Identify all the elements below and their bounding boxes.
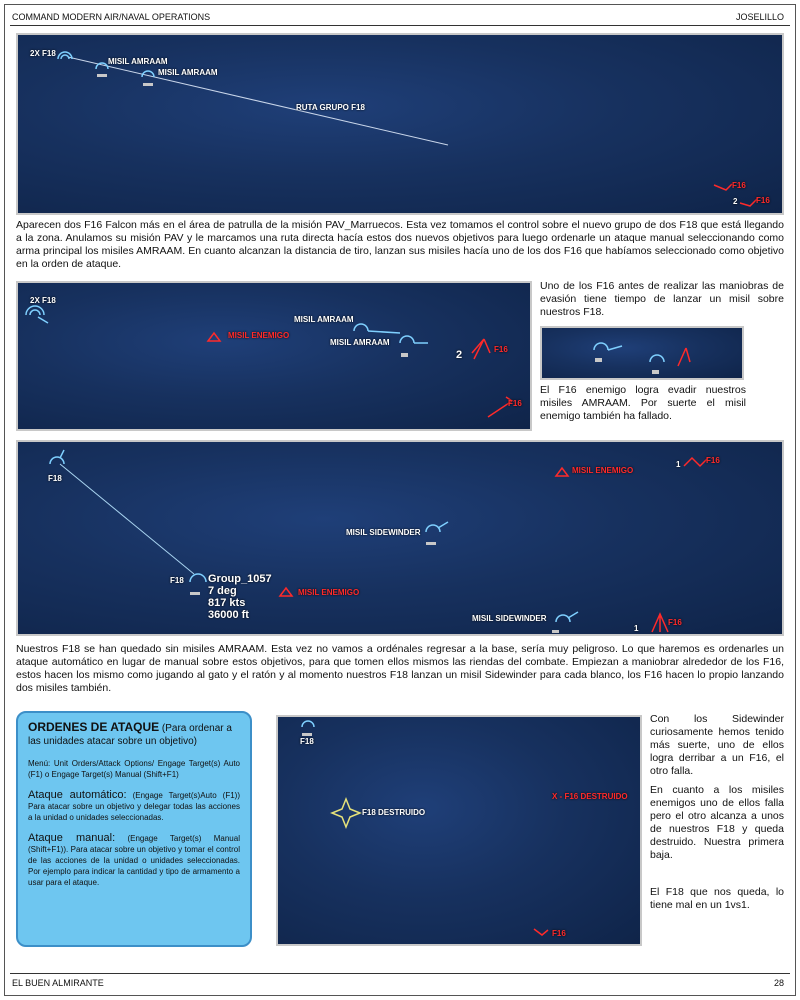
map1-amraam-1-label: MISIL AMRAAM [108, 57, 168, 66]
map2-f16-1-label: F16 [494, 345, 508, 354]
box-manual-body: (Engage Target(s) Manual (Shift+F1)). Para atacar sobre un objetivo y tomar el control de las acciones de la unidad o unidades seleccionadas. Por ejemplo para indicar la cantidad y tipo de armamento a usar para el ataque. [28, 834, 240, 887]
enemy-missile-icon [208, 333, 220, 341]
amraam-1-icon [354, 324, 368, 331]
map-3 [16, 440, 784, 636]
map2-enemy-missile-label: MISIL ENEMIGO [228, 331, 290, 340]
amraam-2-marker [143, 83, 153, 86]
box-auto [28, 790, 240, 823]
box-auto-head: Ataque automático: [28, 789, 127, 801]
f18-group-icon [190, 574, 206, 582]
box-title-main: ORDENES DE ATAQUE [28, 720, 160, 734]
amraam-icon [650, 355, 664, 362]
map1-f16-2-label: F16 [756, 196, 770, 205]
box-manual-head: Ataque manual: [28, 832, 116, 844]
map-4 [276, 715, 642, 946]
header-divider [10, 25, 790, 26]
f18-marker [302, 733, 312, 736]
box-title-rest: (Para ordenar a las unidades atacar sobre un objetivo) [28, 723, 232, 747]
header-author: JOSELILLO [735, 12, 784, 22]
sidewinder-2-marker [552, 630, 559, 633]
box-title [28, 721, 240, 748]
box-auto-body: (Engage Target(s)Auto (F1)) Para atacar sobre un objetivo y delegar todas las acciones a la unidad o unidades seleccionadas. [28, 791, 240, 822]
map3-sidewinder-1-label: MISIL SIDEWINDER [346, 528, 421, 537]
map-3-graphics [18, 442, 784, 636]
f16-1-icon [472, 339, 490, 359]
map1-group-label: 2X F18 [30, 49, 56, 58]
map1-f16-count: 2 [733, 197, 738, 206]
map-1 [16, 33, 784, 215]
enemy-missile-2-icon [280, 588, 292, 596]
sidewinder-1-icon [426, 525, 440, 532]
attack-orders-box [16, 711, 252, 947]
map3-info-heading: 7 deg [208, 585, 237, 597]
map1-route-label: RUTA GRUPO F18 [296, 103, 365, 112]
f18-marker [190, 592, 200, 595]
map3-f16-count-1: 1 [676, 460, 681, 469]
map2-f16-count: 2 [456, 349, 463, 361]
f16-icon [534, 929, 548, 935]
map2-f16-2-label: F16 [508, 399, 522, 408]
paragraph-7: El F18 que nos queda, lo tiene mal en un 1vs1. [650, 886, 784, 911]
enemy-missile-1-icon [556, 468, 568, 476]
f18-icon [50, 457, 64, 464]
map3-info-block [208, 573, 272, 621]
footer-title: EL BUEN ALMIRANTE [12, 978, 104, 988]
map2-amraam-1-label: MISIL AMRAAM [294, 315, 354, 324]
paragraph-3: El F16 enemigo logra evadir nuestros misiles AMRAAM. Por suerte el misil enemigo también ha fallado. [540, 384, 746, 422]
map-4-graphics [278, 717, 642, 946]
header-title: COMMAND MODERN AIR/NAVAL OPERATIONS [12, 12, 211, 22]
marker [595, 358, 602, 362]
box-menu: Menú: Unit Orders/Attack Options/ Engage Target(s) Auto (F1) o Engage Target(s) Manual (Shift+F1) [28, 759, 240, 779]
f16-1-icon [684, 458, 708, 466]
map-2b-graphics [542, 328, 744, 380]
paragraph-2: Uno de los F16 antes de realizar las maniobras de evasión tiene tiempo de lanzar un misil sobre nuestros F18. [540, 280, 784, 318]
f18-icon [302, 721, 314, 727]
map3-sidewinder-2-label: MISIL SIDEWINDER [472, 614, 547, 623]
map3-f16-1-label: F16 [706, 456, 720, 465]
map-2-graphics [18, 283, 532, 431]
paragraph-1: Aparecen dos F16 Falcon más en el área de patrulla de la misión PAV_Marruecos. Esta vez tomamos el control sobre el nuevo grupo de dos F18 que está llegando a la zona. Anulamos su misión PAV y le marcamos una ruta directa hacía estos dos nuevos objetivos para luego ordenarle un ataque manual seleccionando como arma principal los misiles AMRAAM. En cuanto alcanzan la distancia de tiro, lanzan sus misiles hacía uno de los dos F16 que habíamos seleccionado como objetivo en la orden de ataque. [16, 219, 784, 270]
sidewinder-2-icon [556, 615, 570, 622]
map1-amraam-2-label: MISIL AMRAAM [158, 68, 218, 77]
map3-f16-count-2: 1 [634, 624, 639, 633]
map3-info-altitude: 36000 ft [208, 609, 249, 621]
map4-f18-destroyed-label: F18 DESTRUIDO [362, 808, 426, 817]
map3-info-speed: 817 kts [208, 597, 246, 609]
amraam-2-marker [401, 353, 408, 357]
f16-icon [678, 348, 690, 366]
track-line [60, 464, 194, 574]
map3-enemy-missile-1-label: MISIL ENEMIGO [572, 466, 634, 475]
paragraph-4: Nuestros F18 se han quedado sin misiles AMRAAM. Esta vez no vamos a ordénales regresar a la base, sería muy peligroso. Lo que haremos es ordenarles un ataque automático en lugar de manual sobre estos objetivos, para que tomen ellos mismos las riendas del combate. Empiezan a maniobrar alrededor de los F16, estos hacen los mismo como jugando al gato y el ratón y al momento nuestros F18 lanzan un misil Sidewinder para cada blanco, los F16 hacen lo propio lanzando dos misiles también. [16, 643, 784, 694]
route-line-icon [68, 57, 448, 145]
f16-1-icon [714, 184, 732, 190]
f16-2-icon [652, 614, 668, 632]
box-manual [28, 833, 240, 888]
amraam-icon [594, 343, 608, 350]
map1-f16-1-label: F16 [732, 181, 746, 190]
map2-amraam-2-label: MISIL AMRAAM [330, 338, 390, 347]
map4-f16-destroyed-label: X - F16 DESTRUIDO [552, 792, 628, 801]
marker [652, 370, 659, 374]
map4-f16-label: F16 [552, 929, 566, 938]
map-2b [540, 326, 744, 380]
map2-group-label: 2X F18 [30, 296, 56, 305]
amraam-1-marker [97, 74, 107, 77]
footer-divider [10, 973, 790, 974]
paragraph-6: En cuanto a los misiles enemigos uno de ellos falla pero el otro alcanza a unos de nuestros F18 y queda destruido. Nuestra primera baja. [650, 784, 784, 861]
map3-info-group: Group_1057 [208, 573, 272, 585]
map3-enemy-missile-2-label: MISIL ENEMIGO [298, 588, 360, 597]
map3-f16-2-label: F16 [668, 618, 682, 627]
map-2 [16, 281, 532, 431]
map3-f18b-label: F18 [170, 576, 184, 585]
sidewinder-1-marker [426, 542, 436, 545]
amraam-2-icon [400, 336, 414, 343]
destroyed-star-icon [332, 799, 360, 827]
paragraph-5: Con los Sidewinder curiosamente hemos tenido más suerte, uno de ellos logra derribar a un F16, el otro falla. [650, 713, 784, 777]
map4-f18-label: F18 [300, 737, 314, 746]
map3-f18-label: F18 [48, 474, 62, 483]
page-number: 28 [773, 978, 784, 988]
